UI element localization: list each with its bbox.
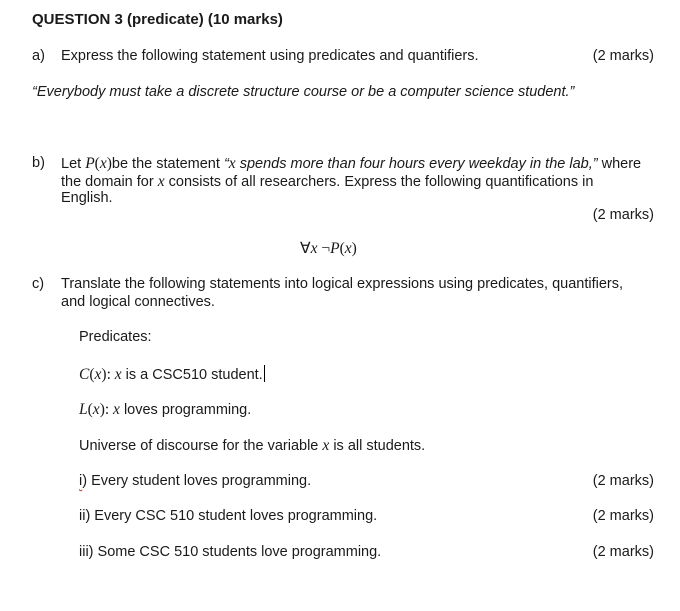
predicate-c: [79, 365, 265, 384]
item-iii-text: iii) Some CSC 510 students love programming.: [79, 544, 382, 560]
part-b-let: Let: [61, 156, 86, 172]
item-i-prefix: i: [79, 473, 83, 489]
part-c-line-1: Translate the following statements into logical expressions using predicates, quantifiers,: [61, 276, 624, 292]
pred-l-close: ):: [99, 401, 110, 418]
part-b-line-2: [61, 173, 593, 191]
predicates-heading: Predicates:: [79, 329, 152, 345]
part-b-line-3: English.: [61, 190, 113, 206]
universe-pre: Universe of discourse for the variable: [79, 438, 323, 454]
part-b-quote: spends more than four hours every weekday in the lab,”: [235, 156, 598, 172]
text-cursor: [264, 365, 265, 382]
part-b-line-1: [61, 155, 641, 173]
formula-arg: x: [344, 240, 352, 257]
forall-symbol: ∀: [300, 240, 311, 257]
item-i: [79, 473, 311, 489]
pred-c-close: ):: [101, 366, 111, 383]
item-ii-text: ii) Every CSC 510 student loves programming.: [79, 508, 378, 524]
part-c-line-2: and logical connectives.: [61, 294, 215, 310]
part-b-domain-post: consists of all researchers. Express the following quantifications in: [164, 174, 594, 190]
pred-c-text: is a CSC510 student.: [121, 367, 263, 383]
formula-paren-close: ): [351, 240, 357, 257]
item-ii-marks: (2 marks): [592, 508, 654, 524]
part-b-marks: (2 marks): [592, 207, 654, 223]
pred-c-var: x: [94, 366, 102, 383]
variable-x: x: [157, 173, 165, 190]
universe-var: x: [322, 437, 330, 454]
pred-l-var2: x: [109, 401, 120, 418]
formula-paren-open: (: [339, 240, 345, 257]
part-a-marks: (2 marks): [592, 48, 654, 64]
part-b-where: where: [597, 156, 642, 172]
part-b-label: b): [32, 155, 45, 171]
quote-variable-x: x: [228, 155, 236, 172]
part-b-formula: [300, 239, 357, 258]
quote-open: “: [223, 156, 229, 172]
pred-l-open: (: [87, 401, 93, 418]
part-a-quote: “Everybody must take a discrete structure course or be a computer science student.”: [32, 84, 575, 100]
item-i-text: ) Every student loves programming.: [82, 473, 312, 489]
pred-c-var2: x: [110, 366, 122, 383]
pred-l-text: loves programming.: [119, 402, 252, 418]
question-title: QUESTION 3 (predicate) (10 marks): [32, 11, 283, 28]
part-c-label: c): [32, 276, 45, 292]
pred-l-func: L: [79, 401, 88, 418]
predicate-p: P: [85, 155, 95, 172]
part-a-label: a): [32, 48, 45, 64]
formula-var: x: [310, 240, 318, 257]
not-symbol: ¬: [317, 240, 331, 257]
paren-open: (: [94, 155, 100, 172]
variable-x: x: [99, 155, 107, 172]
paren-close: ): [106, 155, 112, 172]
part-b-mid: be the statement: [111, 156, 224, 172]
predicate-l: [79, 401, 251, 419]
item-iii-marks: (2 marks): [592, 544, 654, 560]
pred-l-var: x: [92, 401, 100, 418]
part-b-domain-pre: the domain for: [61, 174, 158, 190]
universe-of-discourse: [79, 437, 425, 455]
part-a-text: Express the following statement using predicates and quantifiers.: [61, 48, 479, 64]
pred-c-func: C: [79, 366, 90, 383]
universe-post: is all students.: [329, 438, 426, 454]
item-i-marks: (2 marks): [592, 473, 654, 489]
pred-c-open: (: [89, 366, 95, 383]
formula-func: P: [330, 240, 340, 257]
